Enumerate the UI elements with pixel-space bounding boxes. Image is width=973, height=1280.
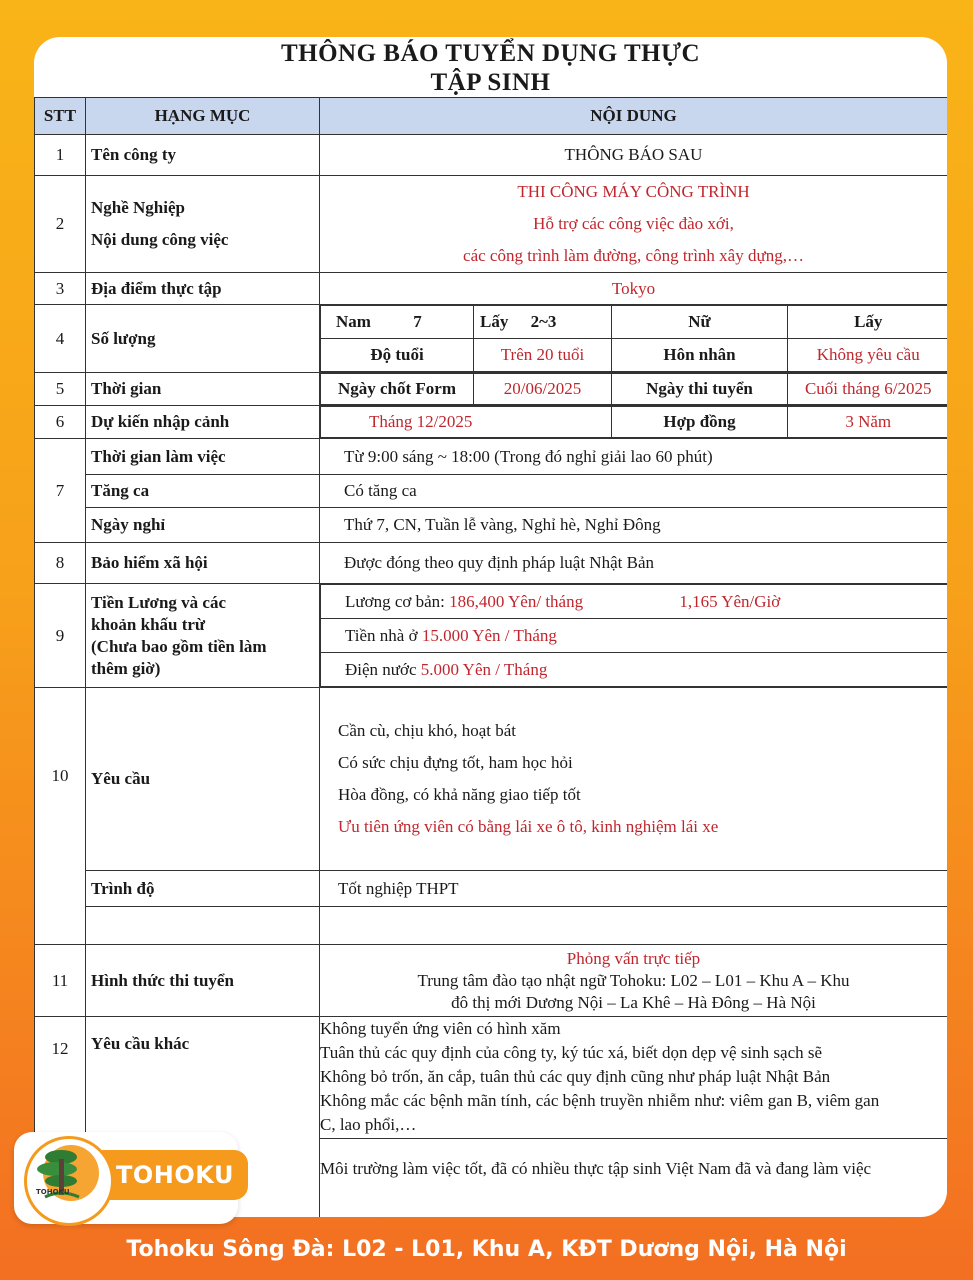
base-salary-value: 186,400 Yên/ tháng	[449, 591, 584, 611]
row-number: 12	[35, 1017, 86, 1218]
title-line-2: TẬP SINH	[430, 69, 551, 96]
row-label: Tên công ty	[86, 135, 320, 176]
rent-value: 15.000 Yên / Tháng	[421, 625, 557, 645]
row-label	[86, 176, 320, 273]
table-row	[35, 305, 948, 373]
title-line-1: THÔNG BÁO TUYỂN DỤNG THỰC	[280, 40, 701, 67]
row-label: Địa điểm thực tập	[86, 273, 320, 305]
salary-label-4: thêm giờ)	[91, 658, 161, 678]
logo-mini-text: TOHOKU	[36, 1188, 70, 1196]
rent-label: Tiền nhà ở	[345, 625, 422, 645]
overtime-value: Có tăng ca	[320, 475, 948, 508]
table-row	[35, 871, 948, 907]
row-label: Thời gian	[86, 373, 320, 406]
table-row	[35, 135, 948, 176]
table-row	[35, 508, 948, 543]
row-label: Dự kiến nhập cảnh	[86, 406, 320, 439]
row-label: Số lượng	[86, 305, 320, 373]
overtime-label: Tăng ca	[86, 475, 320, 508]
other-req-3: Không bỏ trốn, ăn cắp, tuân thủ các quy định cũng như pháp luật Nhật Bản	[320, 1067, 831, 1086]
table-row	[35, 273, 948, 305]
row-number: 10	[35, 688, 86, 945]
job-desc-2: các công trình làm đường, công trình xây dựng,…	[463, 246, 804, 265]
job-description	[320, 176, 948, 273]
row-number: 4	[35, 305, 86, 373]
salary-label	[86, 584, 320, 688]
day-off-value: Thứ 7, CN, Tuần lễ vàng, Nghỉ hè, Nghỉ Đông	[320, 508, 948, 543]
form-deadline-label: Ngày chốt Form	[321, 374, 474, 405]
row-number: 1	[35, 135, 86, 176]
base-salary	[321, 585, 948, 619]
job-desc-1: Hỗ trợ các công việc đào xới,	[533, 214, 734, 233]
table-row	[35, 475, 948, 508]
work-time-value: Từ 9:00 sáng ~ 18:00 (Trong đó nghỉ giải lao 60 phút)	[320, 439, 948, 475]
work-time-label: Thời gian làm việc	[86, 439, 320, 475]
table-row-empty	[35, 907, 948, 945]
tohoku-logo	[14, 1132, 238, 1224]
row-number: 5	[35, 373, 86, 406]
recruitment-table	[34, 97, 947, 1217]
hourly-wage: 1,165 Yên/Giờ	[679, 591, 781, 611]
entry-subtable	[320, 406, 947, 438]
footer-address: Tohoku Sông Đà: L02 - L01, Khu A, KĐT Dương Nội, Hà Nội	[126, 1237, 847, 1262]
utilities-label: Điện nước	[345, 659, 421, 679]
table-row	[35, 406, 948, 439]
header-category: HẠNG MỤC	[86, 98, 320, 135]
exam-date-label: Ngày thi tuyển	[612, 374, 788, 405]
form-deadline-value: 20/06/2025	[474, 374, 612, 405]
marriage-value: Không yêu cầu	[788, 339, 948, 372]
requirement-2: Có sức chịu đựng tốt, ham học hỏi	[338, 753, 573, 772]
education-label: Trình độ	[86, 871, 320, 907]
entry-cell	[320, 406, 948, 439]
location-value: Tokyo	[320, 273, 948, 305]
female-label: Nữ	[612, 306, 788, 339]
quantity-cell	[320, 305, 948, 373]
row-number: 6	[35, 406, 86, 439]
take-value: 2~3	[530, 312, 557, 331]
row-number: 3	[35, 273, 86, 305]
row-label: Hình thức thi tuyển	[86, 945, 320, 1017]
empty-cell	[86, 907, 320, 945]
contract-value: 3 Năm	[788, 407, 948, 438]
tree-icon	[27, 1139, 111, 1223]
utilities-value: 5.000 Yên / Tháng	[420, 659, 548, 679]
other-requirements	[320, 1017, 948, 1139]
entry-date: Tháng 12/2025	[321, 407, 612, 438]
contract-label: Hợp đồng	[612, 407, 788, 438]
notice-title	[34, 37, 947, 99]
take-cell	[474, 306, 612, 339]
table-row	[35, 584, 948, 688]
insurance-value: Được đóng theo quy định pháp luật Nhật Bản	[320, 543, 948, 584]
exam-date-value: Cuối tháng 6/2025	[788, 374, 948, 405]
age-value: Trên 20 tuổi	[474, 339, 612, 372]
row-label: Yêu cầu khác	[86, 1017, 320, 1218]
other-req-5: C, lao phổi,…	[320, 1115, 417, 1134]
other-req-2: Tuân thủ các quy định của công ty, ký túc xá, biết dọn dẹp vệ sinh sạch sẽ	[320, 1043, 823, 1062]
tohoku-logo-label: TOHOKU	[102, 1150, 248, 1200]
day-off-label: Ngày nghỉ	[86, 508, 320, 543]
male-label: Nam	[336, 312, 371, 331]
salary-label-2: khoản khấu trừ	[91, 614, 206, 634]
work-content-label: Nội dung công việc	[91, 230, 229, 249]
table-header-row	[35, 98, 948, 135]
other-req-1: Không tuyển ứng viên có hình xăm	[320, 1019, 561, 1038]
requirement-4: Ưu tiên ứng viên có bằng lái xe ô tô, kinh nghiệm lái xe	[338, 817, 719, 836]
row-number: 11	[35, 945, 86, 1017]
requirements-list	[320, 688, 948, 871]
notice-sheet	[34, 37, 947, 1217]
table-row	[35, 945, 948, 1017]
salary-label-3: (Chưa bao gồm tiền làm	[91, 636, 267, 656]
time-subtable	[320, 373, 947, 405]
quantity-subtable	[320, 305, 947, 372]
job-label: Nghề Nghiệp	[91, 198, 185, 217]
rent	[321, 619, 948, 653]
male-cell	[321, 306, 474, 339]
age-label: Độ tuổi	[321, 339, 474, 372]
time-cell	[320, 373, 948, 406]
utilities	[321, 653, 948, 687]
requirement-3: Hòa đồng, có khả năng giao tiếp tốt	[338, 785, 581, 804]
salary-label-1: Tiền Lương và các	[91, 592, 227, 612]
exam-method-value: Phỏng vấn trực tiếp	[566, 948, 701, 968]
table-row	[35, 1017, 948, 1139]
row-label: Bảo hiểm xã hội	[86, 543, 320, 584]
table-row	[35, 688, 948, 871]
table-row	[35, 373, 948, 406]
row-number: 8	[35, 543, 86, 584]
table-row	[35, 439, 948, 475]
marriage-label: Hôn nhân	[612, 339, 788, 372]
table-row	[35, 543, 948, 584]
male-count: 7	[413, 312, 422, 331]
take-label: Lấy	[480, 312, 509, 331]
header-content: NỘI DUNG	[320, 98, 948, 135]
job-title: THI CÔNG MÁY CÔNG TRÌNH	[517, 182, 750, 201]
header-stt: STT	[35, 98, 86, 135]
empty-cell	[320, 907, 948, 945]
requirements-label: Yêu cầu	[86, 688, 320, 871]
education-value: Tốt nghiệp THPT	[320, 871, 948, 907]
company-name: THÔNG BÁO SAU	[320, 135, 948, 176]
row-number: 7	[35, 439, 86, 543]
table-row	[35, 176, 948, 273]
row-number: 2	[35, 176, 86, 273]
salary-cell	[320, 584, 948, 688]
exam-method	[320, 945, 948, 1017]
other-req-6: Môi trường làm việc tốt, đã có nhiều thực tập sinh Việt Nam đã và đang làm việc	[320, 1139, 948, 1218]
exam-place-1: Trung tâm đào tạo nhật ngữ Tohoku: L02 – L01 – Khu A – Khu	[417, 970, 850, 990]
other-req-4: Không mắc các bệnh mãn tính, các bệnh truyền nhiễm như: viêm gan B, viêm gan	[320, 1091, 880, 1110]
exam-place-2: đô thị mới Dương Nội – La Khê – Hà Đông – Hà Nội	[451, 992, 816, 1012]
salary-subtable	[320, 584, 947, 687]
requirement-1: Cần cù, chịu khó, hoạt bát	[338, 721, 516, 740]
base-salary-label: Lương cơ bản:	[345, 591, 450, 611]
tree-logo-icon	[24, 1136, 114, 1226]
female-take: Lấy	[788, 306, 948, 339]
row-number: 9	[35, 584, 86, 688]
